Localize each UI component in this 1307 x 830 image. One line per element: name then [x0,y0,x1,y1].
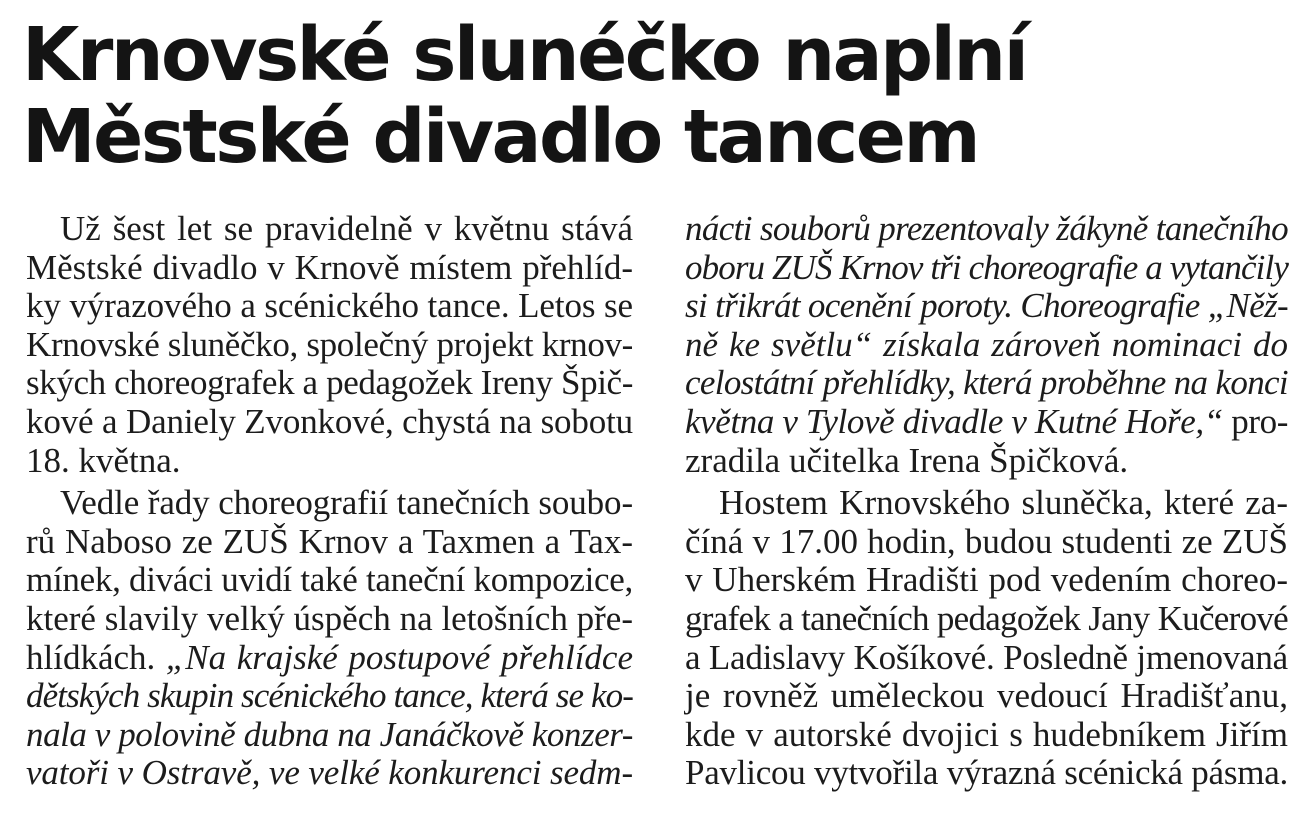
text-segment: hlídkách. [26,637,156,677]
text-line: které slavily velký úspěch na letošních pře- [26,598,633,638]
text-segment: pro- [1231,401,1289,441]
text-line: je rovněž uměleckou vedoucí Hradišťanu, [685,676,1288,716]
text-line: číná v 17.00 hodin, budou studenti ze ZUŠ [685,521,1288,561]
text-line: ských choreografek a pedagožek Ireny Špič- [26,363,633,403]
text-line: Hostem Krnovského sluněčka, které za- [719,483,1288,523]
text-line: si třikrát ocenění poroty. Choreografie „Něž- [685,286,1288,326]
text-line: zradila učitelka Irena Špičková. [685,440,1129,480]
left-column [26,210,633,793]
text-line: oboru ZUŠ Krnov tři choreografie a vytančily [685,247,1288,287]
headline-line-2: Městské divadlo tancem [22,94,979,180]
text-line: Už šest let se pravidelně v květnu stává [60,209,633,248]
text-line: Vedle řady choreografií tanečních soubo- [60,483,633,523]
text-line: Městské divadlo v Krnově místem přehlíd- [26,247,633,287]
text-line: vatoři v Ostravě, ve velké konkurenci sedm- [26,753,633,793]
text-line: rů Naboso ze ZUŠ Krnov a Taxmen a Tax- [26,521,633,561]
text-line: 18. května. [26,440,181,480]
text-line: grafek a tanečních pedagožek Jany Kučerové [685,598,1288,638]
text-line: nala v polovině dubna na Janáčkově konzer- [26,714,633,754]
quote-segment: „Na krajské postupové přehlídce [165,637,633,677]
headline [22,14,1292,178]
text-line: nácti souborů prezentovaly žákyně tanečního [685,209,1288,248]
text-line: Krnovské sluněčko, společný projekt krnov- [26,324,633,364]
text-line: kové a Daniely Zvonkové, chystá na sobotu [26,401,633,441]
right-column [685,210,1288,793]
text-line: a Ladislavy Košíkové. Posledně jmenovaná [685,637,1288,677]
text-line: mínek, diváci uvidí také taneční kompozice, [26,560,633,600]
quote-segment: května v Tylově divadle v Kutné Hoře,“ [685,401,1223,441]
text-line-mixed [26,639,633,678]
text-line: Pavlicou vytvořila výrazná scénická pásma. [685,753,1288,793]
text-line: kde v autorské dvojici s hudebníkem Jiřím [685,714,1288,754]
text-line-mixed [685,403,1288,442]
headline-line-1: Krnovské slunéčko naplní [22,12,1027,98]
text-line: ky výrazového a scénického tance. Letos se [26,286,633,326]
text-line: ně ke světlu“ získala zároveň nominaci do [685,324,1288,364]
text-line: dětských skupin scénického tance, která se ko- [26,676,633,716]
text-line: celostátní přehlídky, která proběhne na konci [685,363,1288,403]
text-line: v Uherském Hradišti pod vedením choreo- [685,560,1288,600]
